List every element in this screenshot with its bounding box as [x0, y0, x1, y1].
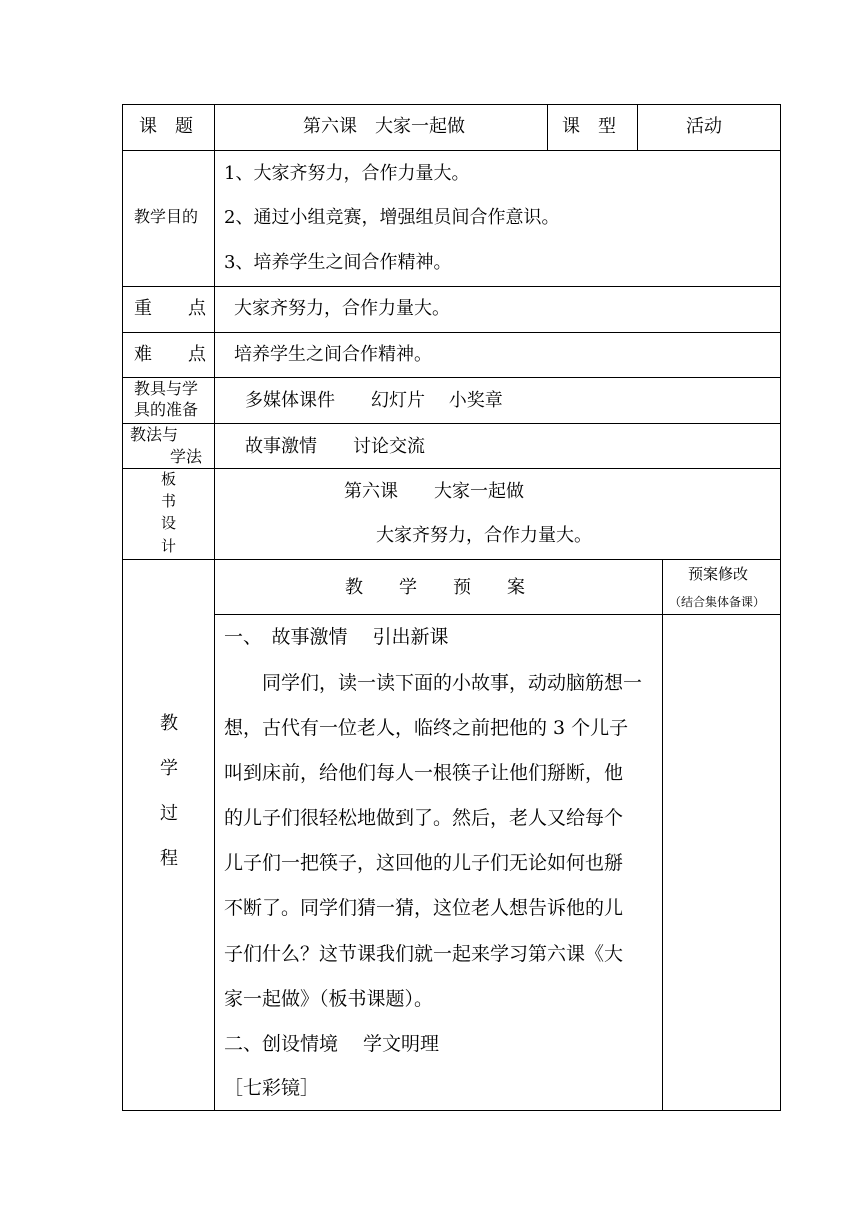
body-line: 同学们，读一读下面的小故事，动动脑筋想一	[224, 672, 643, 694]
objective-item: 3、培养学生之间合作精神。	[224, 252, 452, 273]
process-label-char: 教	[160, 713, 178, 734]
body-line: 一、 故事激情 引出新课	[224, 626, 449, 648]
process-label-char: 过	[160, 803, 178, 824]
body-line: 的儿子们很轻松地做到了。然后，老人又给每个	[224, 807, 624, 829]
materials-label-line2: 具的准备	[134, 400, 199, 419]
board-label-char: 板	[161, 470, 177, 488]
objectives-label: 教学目的	[134, 207, 199, 226]
process-header-divider	[215, 614, 781, 615]
key-point-label: 重 点	[134, 298, 206, 319]
board-summary: 大家齐努力，合作力量大。	[376, 525, 592, 546]
row-divider	[122, 150, 781, 151]
methods-label-line2: 学法	[170, 447, 203, 466]
header-divider-2	[637, 104, 638, 151]
row-divider	[122, 377, 781, 378]
row-divider	[122, 559, 781, 560]
methods-label-line1: 教法与	[130, 425, 179, 444]
board-label-char: 设	[161, 514, 177, 532]
board-label-char: 书	[161, 492, 177, 510]
lesson-type-value: 活动	[686, 116, 722, 137]
objective-item: 2、通过小组竞赛，增强组员间合作意识。	[224, 207, 560, 228]
methods-value: 故事激情 讨论交流	[245, 436, 425, 457]
key-point-value: 大家齐努力，合作力量大。	[234, 298, 450, 319]
body-line: 二、创设情境 学文明理	[224, 1033, 440, 1055]
body-line: 叫到床前，给他们每人一根筷子让他们掰断，他	[224, 762, 624, 784]
body-line: ［七彩镜］	[224, 1077, 320, 1099]
body-line: 不断了。同学们猜一猜，这位老人想告诉他的儿	[224, 897, 624, 919]
process-label-char: 学	[160, 758, 178, 779]
materials-label-line1: 教具与学	[134, 379, 199, 398]
difficulty-label: 难 点	[134, 344, 206, 365]
table-border-top	[122, 104, 781, 105]
body-line: 儿子们一把筷子，这回他的儿子们无论如何也掰	[224, 852, 624, 874]
body-line: 家一起做》（板书课题）。	[224, 988, 434, 1010]
row-divider	[122, 423, 781, 424]
body-line: 想，古代有一位老人，临终之前把他的 3 个儿子	[224, 717, 629, 739]
revision-column-divider	[662, 559, 663, 1111]
plan-header: 教 学 预 案	[345, 577, 525, 598]
row-divider	[122, 286, 781, 287]
board-title: 第六课 大家一起做	[344, 481, 524, 502]
table-border-left	[122, 104, 123, 1111]
board-label-char: 计	[161, 537, 177, 555]
row-divider	[122, 468, 781, 469]
materials-value: 多媒体课件 幻灯片 小奖章	[245, 390, 503, 411]
table-border-bottom	[122, 1110, 781, 1111]
revision-header: 预案修改	[688, 565, 749, 583]
process-label-char: 程	[160, 848, 178, 869]
table-border-right	[780, 104, 781, 1111]
difficulty-value: 培养学生之间合作精神。	[234, 344, 432, 365]
lesson-label: 课 题	[139, 116, 193, 137]
objective-item: 1、大家齐努力，合作力量大。	[224, 163, 470, 184]
lesson-type-label: 课 型	[562, 116, 616, 137]
lesson-title: 第六课 大家一起做	[303, 116, 465, 137]
revision-subheader: （结合集体备课）	[669, 595, 766, 609]
header-divider-1	[547, 104, 548, 151]
body-line: 子们什么？这节课我们就一起来学习第六课《大	[224, 943, 624, 965]
row-divider	[122, 332, 781, 333]
label-column-divider	[214, 104, 215, 1111]
